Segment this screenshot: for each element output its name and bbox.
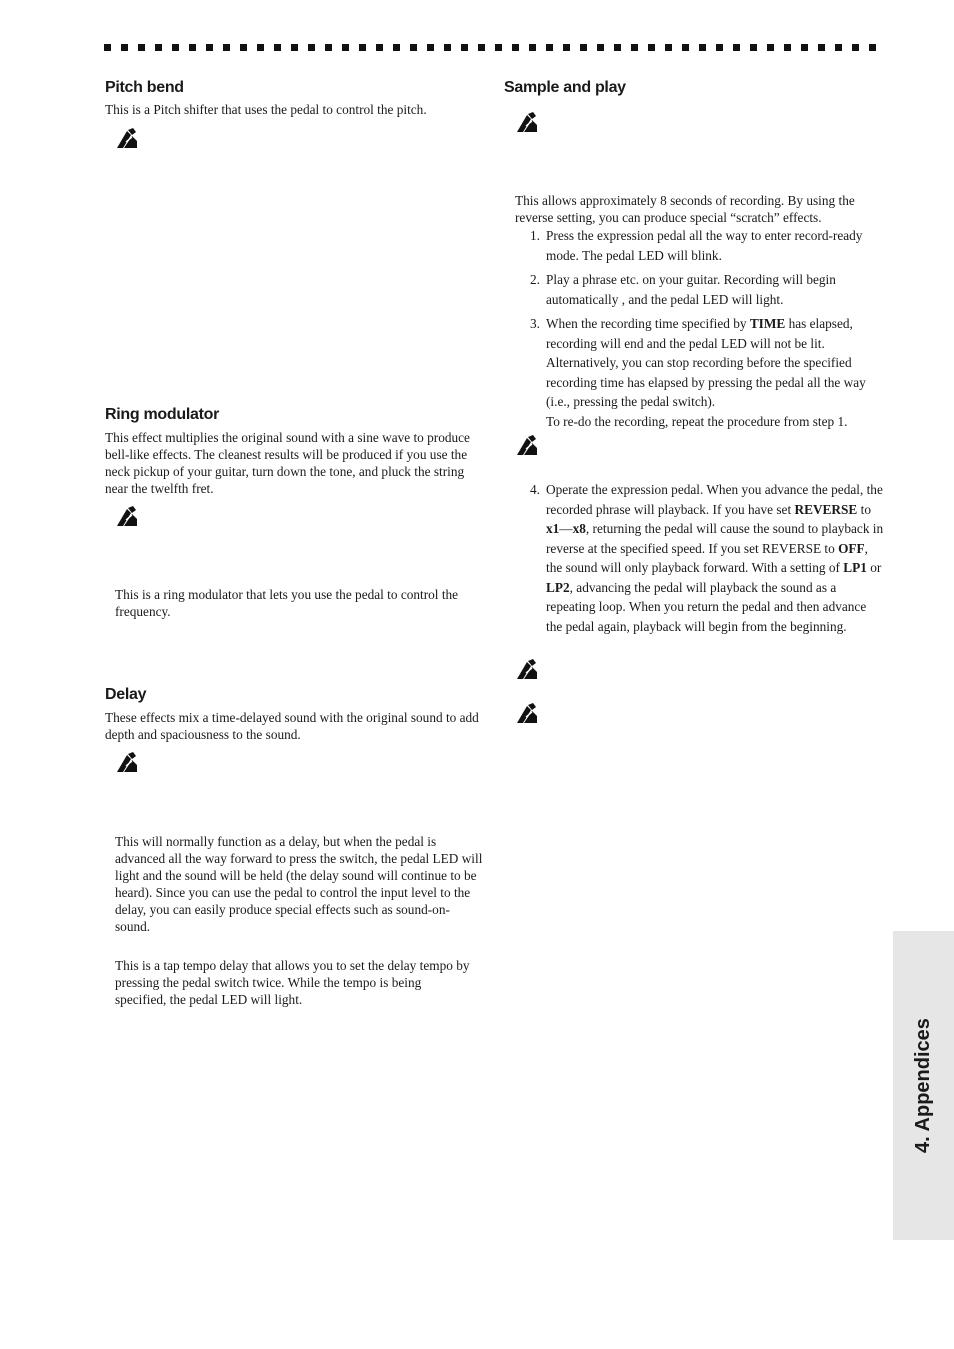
header-dot (155, 44, 162, 51)
header-dot (665, 44, 672, 51)
header-dot (104, 44, 111, 51)
time-param: TIME (749, 316, 786, 331)
step-4 (514, 480, 884, 636)
header-dot (240, 44, 247, 51)
header-dot (274, 44, 281, 51)
note-icon (515, 659, 539, 681)
header-dot (767, 44, 774, 51)
header-dot (733, 44, 740, 51)
header-dot (835, 44, 842, 51)
step-number: 1. (530, 228, 540, 243)
header-dot (546, 44, 553, 51)
header-dot (444, 44, 451, 51)
step-text: Operate the expression pedal. When you advance the pedal, the recorded phrase will playback. If you have set (546, 482, 883, 517)
step-text: , returning the pedal will cause the sound to playback in reverse at the specified speed. If you set REVERSE to (546, 521, 884, 556)
sample-and-play-heading: Sample and play (504, 79, 626, 96)
header-dot (869, 44, 876, 51)
step-text: has elapsed, recording will end and the pedal LED will not be lit. Alternatively, you can stop recording before the specified recording time has elapsed by pressing the pedal all the way (i.e., pressing the pedal switch). (546, 316, 866, 409)
header-dot (478, 44, 485, 51)
header-dot (852, 44, 859, 51)
header-dot (172, 44, 179, 51)
ring-modulator-description: This is a ring modulator that lets you use the pedal to control the frequency. (115, 587, 459, 619)
header-dot (121, 44, 128, 51)
step-3 (514, 314, 884, 431)
step-text: — (559, 521, 573, 536)
header-dot (223, 44, 230, 51)
header-dot (291, 44, 298, 51)
note-icon (115, 506, 139, 528)
header-dot (342, 44, 349, 51)
step-1 (514, 226, 884, 265)
step-text: When the recording time specified by (546, 316, 750, 331)
step-number: 2. (530, 272, 540, 287)
header-dot (206, 44, 213, 51)
header-dot (257, 44, 264, 51)
header-dot (325, 44, 332, 51)
header-dot (427, 44, 434, 51)
header-dot (750, 44, 757, 51)
header-dot (529, 44, 536, 51)
step-text: , advancing the pedal will playback the sound as a repeating loop. When you return the pedal and then advance the pedal again, playback will begin from the beginning. (546, 579, 867, 634)
step-text: to (857, 501, 871, 517)
lp1-value: LP1 (843, 560, 867, 575)
header-dot (801, 44, 808, 51)
reverse-param: REVERSE (794, 501, 858, 517)
side-tab-label: 4. Appendices (912, 1018, 934, 1153)
header-dot (359, 44, 366, 51)
note-icon (515, 435, 539, 457)
header-dot (376, 44, 383, 51)
header-dot (189, 44, 196, 51)
lp2-value: LP2 (546, 579, 570, 595)
delay-heading: Delay (105, 686, 147, 703)
step-number: 3. (530, 316, 540, 331)
header-dot (563, 44, 570, 51)
header-dot (784, 44, 791, 51)
pitch-bend-heading: Pitch bend (105, 79, 184, 96)
step-text: , the sound will only playback forward. With a setting of (546, 540, 868, 575)
header-dot (580, 44, 587, 51)
playback-steps (514, 480, 884, 641)
header-dot (648, 44, 655, 51)
step-text: Press the expression pedal all the way to enter record-ready mode. The pedal LED will blink. (546, 228, 863, 263)
hold-delay-description: This will normally function as a delay, but when the pedal is advanced all the way forward to press the switch, the pedal LED will light and the sound will be held (the delay sound will continue to be heard). Since you can use the pedal to control the input level to the delay, you can easily produce special effects such as sound-on-sound. (115, 834, 483, 934)
header-dot (631, 44, 638, 51)
step-text: To re-do the recording, repeat the procedure from step 1. (546, 413, 848, 429)
step-text: or (866, 560, 882, 575)
header-dot (410, 44, 417, 51)
ring-modulator-intro: This effect multiplies the original sound with a sine wave to produce bell-like effects. The cleanest results will be produced if you use the neck pickup of your guitar, turn down the tone, and pluck the string near the twelfth fret. (105, 430, 470, 496)
header-dot-rule (104, 44, 876, 52)
header-dot (495, 44, 502, 51)
header-dot (308, 44, 315, 51)
note-icon (515, 112, 539, 134)
off-value: OFF (838, 540, 865, 556)
header-dot (138, 44, 145, 51)
pitch-bend-intro: This is a Pitch shifter that uses the pedal to control the pitch. (105, 102, 427, 117)
tap-delay-description: This is a tap tempo delay that allows you to set the delay tempo by pressing the pedal switch twice. While the tempo is being specified, the pedal LED will light. (115, 958, 470, 1007)
header-dot (614, 44, 621, 51)
note-icon (115, 752, 139, 774)
header-dot (716, 44, 723, 51)
x8-value: x8 (572, 521, 586, 536)
note-icon (115, 128, 139, 150)
sample-and-play-intro: This allows approximately 8 seconds of recording. By using the reverse setting, you can produce special “scratch” effects. (515, 193, 855, 225)
step-2 (514, 270, 884, 309)
step-number: 4. (530, 482, 540, 497)
step-text: Play a phrase etc. on your guitar. Recording will begin automatically , and the pedal LED will light. (546, 272, 836, 307)
ring-modulator-heading: Ring modulator (105, 406, 220, 423)
x1-value: x1 (546, 521, 560, 536)
delay-intro: These effects mix a time-delayed sound with the original sound to add depth and spaciousness to the sound. (105, 710, 479, 742)
header-dot (597, 44, 604, 51)
recording-steps (514, 226, 884, 436)
header-dot (682, 44, 689, 51)
header-dot (818, 44, 825, 51)
header-dot (699, 44, 706, 51)
note-icon (515, 703, 539, 725)
header-dot (393, 44, 400, 51)
header-dot (461, 44, 468, 51)
header-dot (512, 44, 519, 51)
